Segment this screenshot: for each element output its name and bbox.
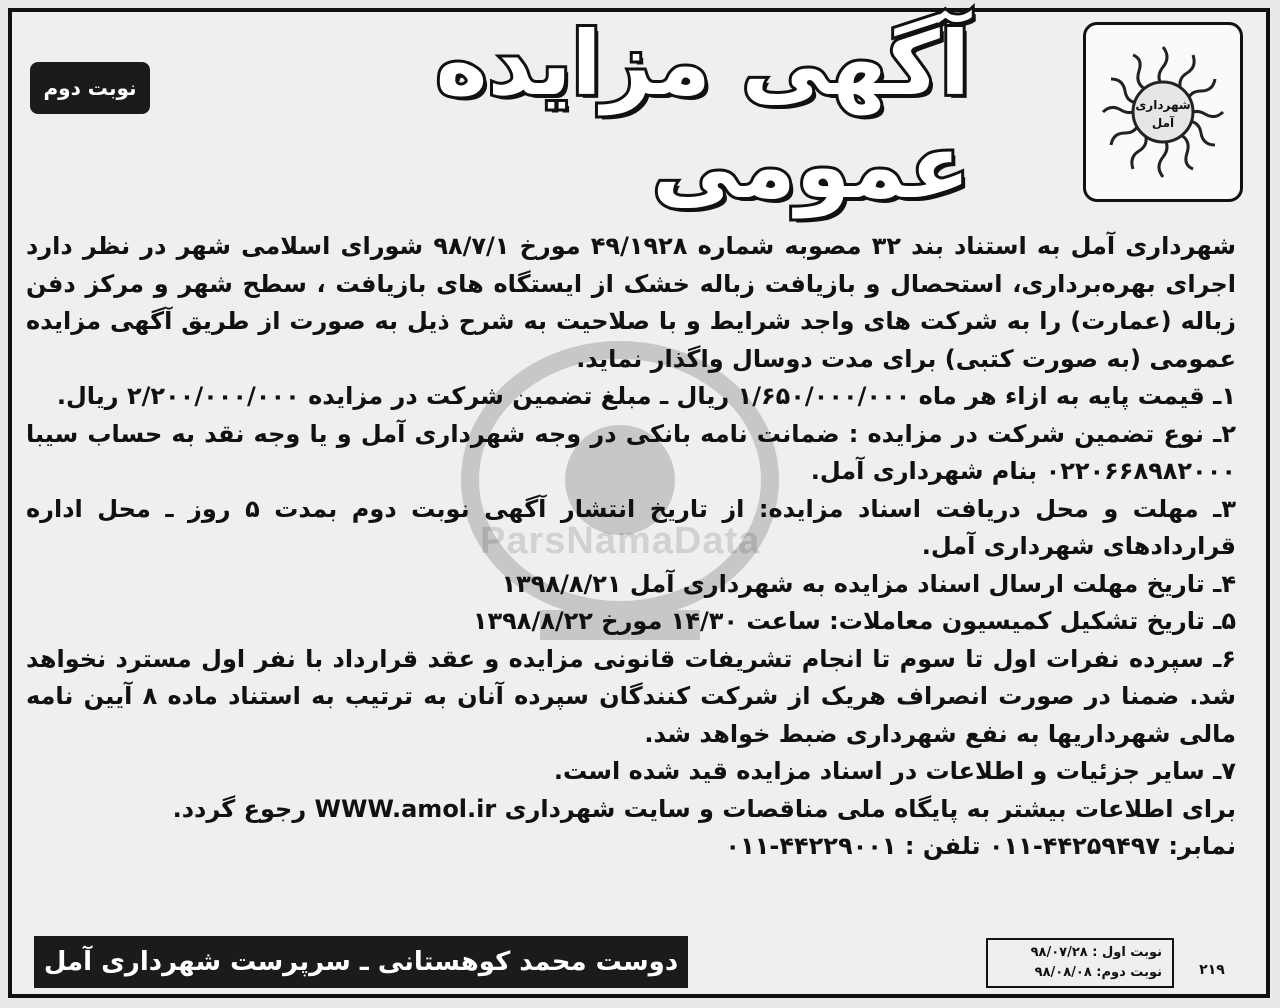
signature-bar: دوست محمد کوهستانی ـ سرپرست شهرداری آمل xyxy=(34,936,688,988)
item-7: ۷ـ سایر جزئیات و اطلاعات در اسناد مزایده قید شده است. xyxy=(553,757,1236,785)
municipality-emblem-icon xyxy=(1093,37,1233,187)
issue-first-date: نوبت اول : ۹۸/۰۷/۲۸ xyxy=(1030,945,1162,960)
item-6: ۶ـ سپرده نفرات اول تا سوم تا انجام تشریفات قانونی مزایده و عقد قرارداد با نفر اول مسترد نخواهد شد. ضمنا در صورت انصراف هریک از شرکت کنندگان سپرده آنان به ترتیب به استناد ماده ۸ آیین نامه مالی شهرداریها به نفع شهرداری ضبط خواهد شد. xyxy=(26,644,1237,748)
item-3: ۳ـ مهلت و محل دریافت اسناد مزایده: از تاریخ انتشار آگهی نوبت دوم بمدت ۵ روز ـ محل اداره قراردادهای شهرداری آمل. xyxy=(26,494,1236,560)
more-info-line: برای اطلاعات بیشتر به پایگاه ملی مناقصات و سایت شهرداری WWW.amol.ir رجوع گردد. xyxy=(172,794,1236,823)
item-2: ۲ـ نوع تضمین شرکت در مزایده : ضمانت نامه بانکی در وجه شهرداری آمل و یا وجه نقد به حساب سیبا ۰۲۲۰۶۶۸۹۸۲۰۰۰ بنام شهرداری آمل. xyxy=(26,419,1236,485)
item-4: ۴ـ تاریخ مهلت ارسال اسناد مزایده به شهرداری آمل ۱۳۹۸/۸/۲۱ xyxy=(501,569,1236,598)
notice-code: ۲۱۹ xyxy=(1199,962,1225,978)
contact-line: نمابر: ۴۴۲۵۹۴۹۷-۰۱۱ تلفن : ۴۴۲۲۹۰۰۱-۰۱۱ xyxy=(725,832,1236,860)
logo-text-line1: شهرداری xyxy=(1135,98,1191,112)
municipality-logo xyxy=(1083,22,1243,202)
issue-dates xyxy=(986,938,1174,988)
item-5: ۵ـ تاریخ تشکیل کمیسیون معاملات: ساعت ۱۴/۳۰ مورخ ۱۳۹۸/۸/۲۲ xyxy=(472,607,1236,635)
issue-second-date: نوبت دوم: ۹۸/۰۸/۰۸ xyxy=(1034,965,1162,980)
issue-badge: نوبت دوم xyxy=(30,62,150,114)
notice-title: آگهی مزایده عمومی xyxy=(435,12,970,218)
notice-body xyxy=(26,228,1236,866)
logo-text-line2: آمل xyxy=(1151,116,1175,130)
item-1: ۱ـ قیمت پایه به ازاء هر ماه ۱/۶۵۰/۰۰۰/۰۰۰ ریال ـ مبلغ تضمین شرکت در مزایده ۲/۲۰۰/۰۰۰/۰۰۰ ریال. xyxy=(56,382,1236,410)
intro-paragraph: شهرداری آمل به استناد بند ۳۲ مصوبه شماره ۴۹/۱۹۲۸ مورخ ۹۸/۷/۱ شورای اسلامی شهر در نظر دارد اجرای بهره‌برداری، استحصال و بازیافت زباله خشک از ایستگاه های بازیافت ، سطح شهر و مرکز دفن زباله (عمارت) را به شرکت های واجد شرایط و با صلاحیت به شرح ذیل به صورت از طریق آگهی مزایده عمومی (به صورت کتبی) برای مدت دوسال واگذار نماید. xyxy=(26,232,1236,373)
